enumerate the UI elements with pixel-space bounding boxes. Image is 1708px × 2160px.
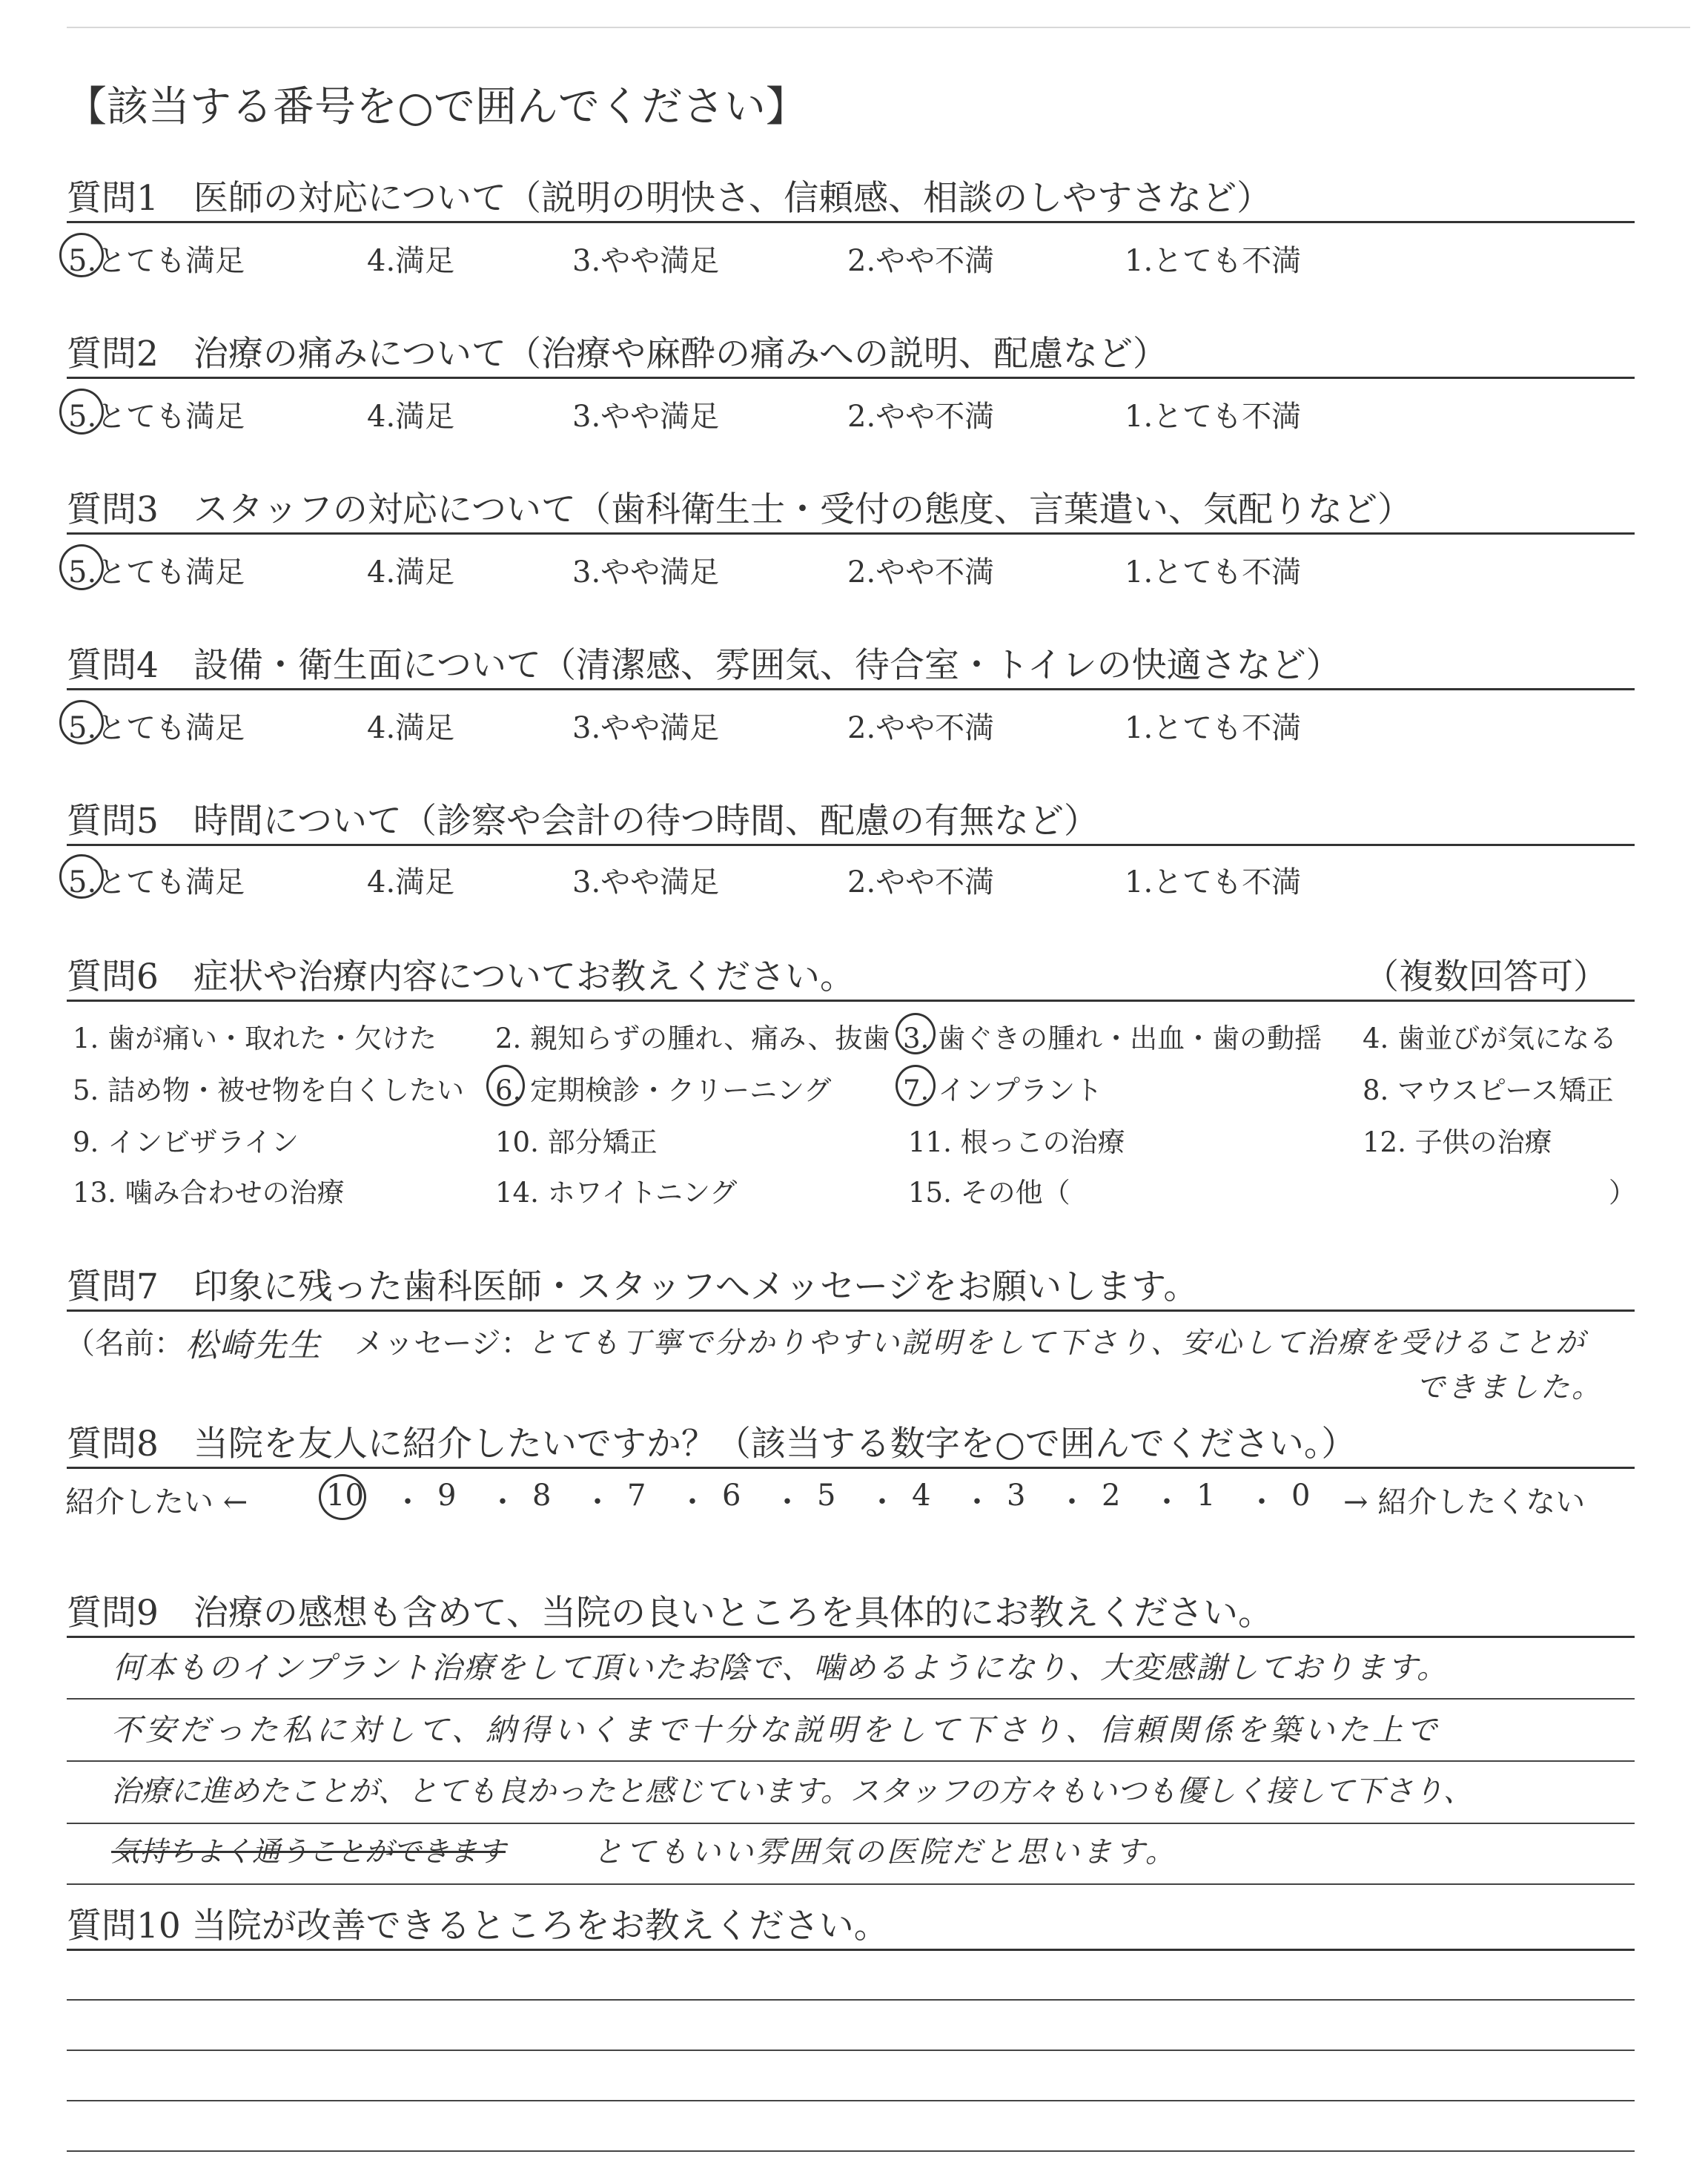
q1-title: 質問1 医師の対応について（説明の明快さ、信頼感、相談のしやすさなど） — [67, 178, 1272, 219]
q5-rule — [67, 844, 1635, 846]
q4-option-3[interactable]: 3.やや満足 — [572, 711, 720, 745]
q4-title: 質問4 設備・衛生面について（清潔感、雰囲気、待合室・トイレの快適さなど） — [67, 645, 1341, 686]
q4-option-5[interactable]: 5.とても満足 — [68, 711, 245, 745]
q9-line-4-struck: 気持ちよく通うことができます — [111, 1835, 506, 1868]
q4-option-4[interactable]: 4.満足 — [367, 711, 455, 745]
q5-option-2[interactable]: 2.やや不満 — [847, 865, 995, 899]
q3-option-4[interactable]: 4.満足 — [367, 555, 455, 589]
q8-dot: ・ — [1247, 1485, 1277, 1519]
q6-option-1[interactable]: 1. 歯が痛い・取れた・欠けた — [73, 1023, 437, 1054]
q10-line-rule — [67, 2150, 1635, 2152]
q10-line-rule — [67, 1999, 1635, 2001]
q6-option-6[interactable]: 6. 定期検診・クリーニング — [495, 1074, 832, 1106]
q7-message-line2: できました。 — [1416, 1371, 1603, 1404]
q8-scale-9[interactable]: 9 — [437, 1479, 457, 1513]
q3-title: 質問3 スタッフの対応について（歯科衛生士・受付の態度、言葉遣い、気配りなど） — [67, 489, 1412, 530]
q1-option-1[interactable]: 1.とても不満 — [1125, 244, 1302, 278]
q1-rule — [67, 221, 1635, 223]
q8-dot: ・ — [678, 1485, 707, 1519]
q8-dot: ・ — [1057, 1485, 1087, 1519]
q6-option-3[interactable]: 3. 歯ぐきの腫れ・出血・歯の動揺 — [903, 1023, 1323, 1054]
q10-line-rule — [67, 2050, 1635, 2051]
q3-option-5[interactable]: 5.とても満足 — [68, 555, 245, 589]
q8-left-label: 紹介したい ← — [65, 1485, 248, 1519]
q6-option-14[interactable]: 14. ホワイトニング — [495, 1177, 738, 1209]
q3-option-2[interactable]: 2.やや不満 — [847, 555, 995, 589]
q9-line-rule — [67, 1883, 1635, 1885]
q1-option-3[interactable]: 3.やや満足 — [572, 244, 720, 278]
q6-option-11[interactable]: 11. 根っこの治療 — [908, 1126, 1125, 1158]
q9-line-5: とてもいい雰囲気の医院だと思います。 — [593, 1835, 1178, 1869]
q9-rule — [67, 1636, 1635, 1638]
q6-option-12[interactable]: 12. 子供の治療 — [1363, 1126, 1552, 1158]
q6-option-5[interactable]: 5. 詰め物・被せ物を白くしたい — [73, 1074, 465, 1106]
q8-scale-6[interactable]: 6 — [722, 1479, 741, 1513]
q8-dot: ・ — [583, 1485, 612, 1519]
q10-line-rule — [67, 2100, 1635, 2101]
q5-option-3[interactable]: 3.やや満足 — [572, 865, 720, 899]
q2-option-1[interactable]: 1.とても不満 — [1125, 400, 1302, 434]
q9-line-rule — [67, 1760, 1635, 1762]
q8-dot: ・ — [962, 1485, 992, 1519]
q2-rule — [67, 377, 1635, 379]
q8-dot: ・ — [393, 1485, 423, 1519]
q8-scale-0[interactable]: 0 — [1291, 1479, 1311, 1513]
q6-option-15[interactable]: 15. その他（ — [908, 1177, 1070, 1209]
q6-option-8[interactable]: 8. マウスピース矯正 — [1363, 1074, 1614, 1106]
q8-scale-10[interactable]: 10 — [326, 1479, 364, 1513]
q2-option-2[interactable]: 2.やや不満 — [847, 400, 995, 434]
q6-title: 質問6 症状や治療内容についてお教えください。 — [67, 957, 855, 997]
top-border — [67, 27, 1690, 28]
q7-name-value: 松崎先生 — [185, 1327, 322, 1364]
q10-rule — [67, 1949, 1635, 1951]
form-heading: 【該当する番号を○で囲んでください】 — [65, 83, 807, 131]
q9-line-3: 治療に進めたことが、とても良かったと感じています。スタッフの方々もいつも優しく接して下さり、 — [111, 1774, 1473, 1809]
q8-scale-3[interactable]: 3 — [1007, 1479, 1026, 1513]
q6-option-10[interactable]: 10. 部分矯正 — [495, 1126, 658, 1158]
q5-option-1[interactable]: 1.とても不満 — [1125, 865, 1302, 899]
q3-option-3[interactable]: 3.やや満足 — [572, 555, 720, 589]
q6-option-9[interactable]: 9. インビザライン — [73, 1126, 299, 1158]
q8-scale-1[interactable]: 1 — [1196, 1479, 1216, 1513]
q3-rule — [67, 532, 1635, 535]
q7-name-label: （名前： — [65, 1327, 184, 1361]
q8-dot: ・ — [488, 1485, 517, 1519]
q9-line-rule — [67, 1698, 1635, 1700]
q4-option-1[interactable]: 1.とても不満 — [1125, 711, 1302, 745]
q8-scale-8[interactable]: 8 — [532, 1479, 552, 1513]
q1-option-4[interactable]: 4.満足 — [367, 244, 455, 278]
q9-title: 質問9 治療の感想も含めて、当院の良いところを具体的にお教えください。 — [67, 1593, 1273, 1634]
q6-option-13[interactable]: 13. 噛み合わせの治療 — [73, 1177, 345, 1209]
q9-line-rule — [67, 1823, 1635, 1824]
q6-rule — [67, 1000, 1635, 1002]
q9-line-2: 不安だった私に対して、納得いくまで十分な説明をして下さり、信頼関係を築いた上で — [111, 1712, 1441, 1748]
q8-dot: ・ — [772, 1485, 802, 1519]
q2-option-5[interactable]: 5.とても満足 — [68, 400, 245, 434]
q2-option-4[interactable]: 4.満足 — [367, 400, 455, 434]
q6-option-4[interactable]: 4. 歯並びが気になる — [1363, 1023, 1618, 1054]
q8-dot: ・ — [867, 1485, 897, 1519]
q5-option-5[interactable]: 5.とても満足 — [68, 865, 245, 899]
q10-title: 質問10 当院が改善できるところをお教えください。 — [67, 1906, 889, 1946]
q8-scale-5[interactable]: 5 — [817, 1479, 836, 1513]
q2-title: 質問2 治療の痛みについて（治療や麻酔の痛みへの説明、配慮など） — [67, 334, 1168, 374]
q6-option-15-close: ） — [1609, 1177, 1636, 1209]
q8-rule — [67, 1467, 1635, 1469]
q5-option-4[interactable]: 4.満足 — [367, 865, 455, 899]
q2-option-3[interactable]: 3.やや満足 — [572, 400, 720, 434]
q4-option-2[interactable]: 2.やや不満 — [847, 711, 995, 745]
q8-scale-4[interactable]: 4 — [912, 1479, 931, 1513]
q9-line-1: 何本ものインプラント治療をして頂いたお陰で、噛めるようになり、大変感謝しております。 — [113, 1650, 1449, 1685]
q8-scale-2[interactable]: 2 — [1102, 1479, 1121, 1513]
q8-scale-7[interactable]: 7 — [627, 1479, 646, 1513]
q3-option-1[interactable]: 1.とても不満 — [1125, 555, 1302, 589]
q8-title: 質問8 当院を友人に紹介したいですか？（該当する数字を○で囲んでください。） — [67, 1424, 1357, 1464]
q7-message-label: メッセージ： — [354, 1327, 531, 1361]
q7-message-line1: とても丁寧で分かりやすい説明をして下さり、安心して治療を受けることが — [528, 1327, 1587, 1360]
q1-option-2[interactable]: 2.やや不満 — [847, 244, 995, 278]
q8-right-label: → 紹介したくない — [1343, 1485, 1586, 1519]
q6-option-7[interactable]: 7. インプラント — [903, 1074, 1103, 1106]
q8-dot: ・ — [1152, 1485, 1182, 1519]
q4-rule — [67, 688, 1635, 690]
q7-title: 質問7 印象に残った歯科医師・スタッフへメッセージをお願いします。 — [67, 1266, 1199, 1307]
q6-note: （複数回答可） — [1364, 957, 1608, 997]
q7-rule — [67, 1309, 1635, 1312]
q5-title: 質問5 時間について（診察や会計の待つ時間、配慮の有無など） — [67, 801, 1099, 842]
q1-option-5[interactable]: 5.とても満足 — [68, 244, 245, 278]
q6-option-2[interactable]: 2. 親知らずの腫れ、痛み、抜歯 — [495, 1023, 890, 1054]
